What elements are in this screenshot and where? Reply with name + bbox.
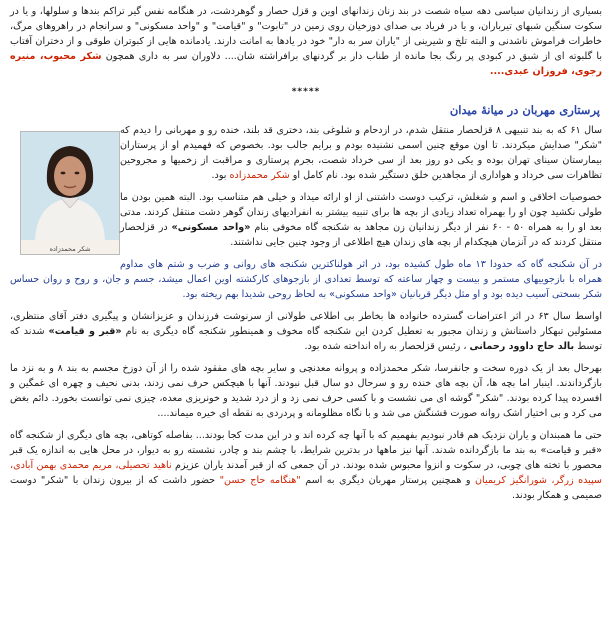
paragraph-5-text: بهرحال بعد از یک دوره سخت و جانفرسا، شکر محمدزاده و پروانه معدنچی و سایر بچه های مفقود شده را از آن دوزخ مجسم به بند ۸ و به نزد ما بازگرداندند. اینبار اما بچه ها، آن بچه های خنده رو و سرحال دو سال قبل نبودند. آنها با هیچکس حرف نمی زدند، بدنی نحیف و چهره ای غمگین و افسرده پیدا کرده بودند. "شکر" گوشه ای می نشست و با کسی حرف نمی زد و از درد شدید و خونریزی معده، چیزی نمی توانست بخورد. دائم بغض می کرد و بی اختیار اشک روانه صورت قشنگش می شد و با نگاه مظلومانه و پردردی به نقطه ای خیره میماند.... — [10, 363, 602, 419]
paragraph-2-text: خصوصیات اخلاقی و اسم و شغلش، ترکیب دوست داشتنی از او ارائه میداد و خیلی هم متناسب بود. البته همین بودن ما طولی نکشید چون او را بهمراه تعداد زیادی از بچه ها برای تنبیه بیشتر به انفرادیهای زندان گوهر دشت منتقل کردند. مدتی بعد او را به همراه ۵۰ - ۶۰ نفر از دیگر زندانیان زن مجاهد به شکنجه گاه مخوفی بنام — [120, 192, 602, 233]
paragraph-6-mid: و همچنین پرستار مهربان دیگری به اسم — [305, 475, 471, 486]
intro-names: شکر محبوب، منیره رجوی، فروزان عبدی.... — [10, 51, 602, 77]
paragraph-4-mid: شدند که توسط — [10, 326, 602, 352]
highlight-name: شکر محمدزاده — [229, 170, 290, 181]
highlight-names: ناهید تحصیلی، مریم محمدی بهمن آبادی، سپیده زرگر، شورانگیز کریمیان — [10, 460, 602, 486]
paragraph-2-end: در قزلحصار منتقل کردند که در آنزمان هیچکدام از بچه های زندان هیچ اطلاعی از وجود چنین جایی نداشتند. — [120, 222, 602, 248]
paragraph-6 — [10, 428, 602, 503]
portrait-figure — [20, 131, 120, 255]
bold-name: بالد حاج داوود رحمانی — [469, 341, 575, 352]
paragraph-1-end: بود. — [211, 170, 227, 181]
paragraph-4-end: ، رئیس قزلحصار به راه انداخته شده بود. — [304, 341, 467, 352]
paragraph-6-text: حتی ما همبندان و یاران نزدیک هم قادر نبودیم بفهمیم که با آنها چه کرده اند و در این مدت کجا بودند... بفاصله کوتاهی، بچه های دیگری از شکنجه گاه «قبر و قیامت» به بند ما بازگردانده شدند. آنها نیز ماهها در بدترین شرایط، با چشم بند و چادر، نشسته رو به دیوار، در محل هایی به اندازه یک قبر محصور با تخته های چوبی، در سکوت و انزوا محبوس شده بودند. در آن جمعی که از قبر آمدند یاران عزیزم — [10, 430, 602, 471]
highlight-name: "هنگامه حاج حسن" — [219, 475, 301, 486]
intro-paragraph — [10, 4, 602, 79]
intro-text: بسیاری از زندانیان سیاسی دهه سیاه شصت در بند زنان زندانهای اوین و قزل حصار و گوهردشت، در هنگامه نفس گیر تراکم بندها و سلولها، و یا در سکوت سنگین شبهای تیرباران، و یا در فریاد بی صدای دوزخیان روی زمین در "تابوت" و "قیامت" و "واحد مسکونی" و سرانجام در راهروهای مرگ، خاطرات فراموش ناشدنی و البته تلخ و شیرینی از "یاران سر به دار" خود در یادها به امانت دارند. یادمانده هایی از کبوتران طوقی و از دختران آفتاب با گلبوته ای از شبق در کبودی پر رنگ بجا مانده از طناب دار بر گردنهای برافراشته شان.... دلاوران سر به داری همچون — [10, 6, 602, 62]
bold-term: «قبر و قیامت» — [48, 326, 122, 337]
section-title: پرستاری مهربان در میانهٔ میدان — [449, 103, 600, 117]
portrait-caption: شکر محمدزاده — [49, 245, 91, 253]
paragraph-5 — [10, 361, 602, 421]
paragraph-4 — [10, 309, 602, 354]
bold-term: «واحد مسکونی» — [171, 222, 251, 233]
portrait-photo — [21, 132, 119, 240]
paragraph-4-text: اواسط سال ۶۳ در اثر اعتراضات گسترده خانواده ها بخاطر بی اطلاعی طولانی از سرنوشت فرزندان و عزیزانشان و پیگیری دفتر آقای منتظری، مسئولین تبهکار داستانش و زندان مجبور به تعطیل کردن این شکنجه گاه مخوف و همینطور شکنجه گاه دیگری به نام — [10, 311, 602, 337]
paragraph-6-end: حضور داشت که از بیرون زندان با "شکر" دوست صمیمی و همکار بودند. — [10, 475, 602, 501]
paragraph-1-text: سال ۶۱ که به بند تنبیهی ۸ قزلحصار منتقل شدم، در ازدحام و شلوغی بند، دختری قد بلند، خنده رو و مهربانی را دیدم که "شکر" صدایش میکردند. تا اون موقع چنین اسمی نشنیده بودم و برایم جالب بود. بخصوص که فهمیدم او از پرستاران بیمارستان سینای تهران بوده و یکی دو روز بعد از سی خرداد شصت، بجرم پرستاری و مراقبت از زخمیها و مجروحین تظاهرات سی خرداد و هواداری از مجاهدین خلق دستگیر شده بود. نام کامل او — [120, 125, 603, 181]
paragraph-3-text: در آن شکنجه گاه که حدودا ۱۳ ماه طول کشیده بود، در اثر هولناکترین شکنجه های روانی و ضرب و شتم های مداوم همراه با بازجوییهای مستمر و بیست و چهار ساعته که توسط تعدادی از بازجوهای کارکشته اوین اعمال میشد، جسم و جان، و روح و روان حساس شکر بسختی آسیب دیده بود و او مثل دیگر قربانیان «واحد مسکونی» به لحاظ روحی شدیدا بهم ریخته بود. — [10, 259, 602, 300]
paragraph-3 — [10, 257, 602, 302]
separator: ***** — [291, 87, 321, 97]
